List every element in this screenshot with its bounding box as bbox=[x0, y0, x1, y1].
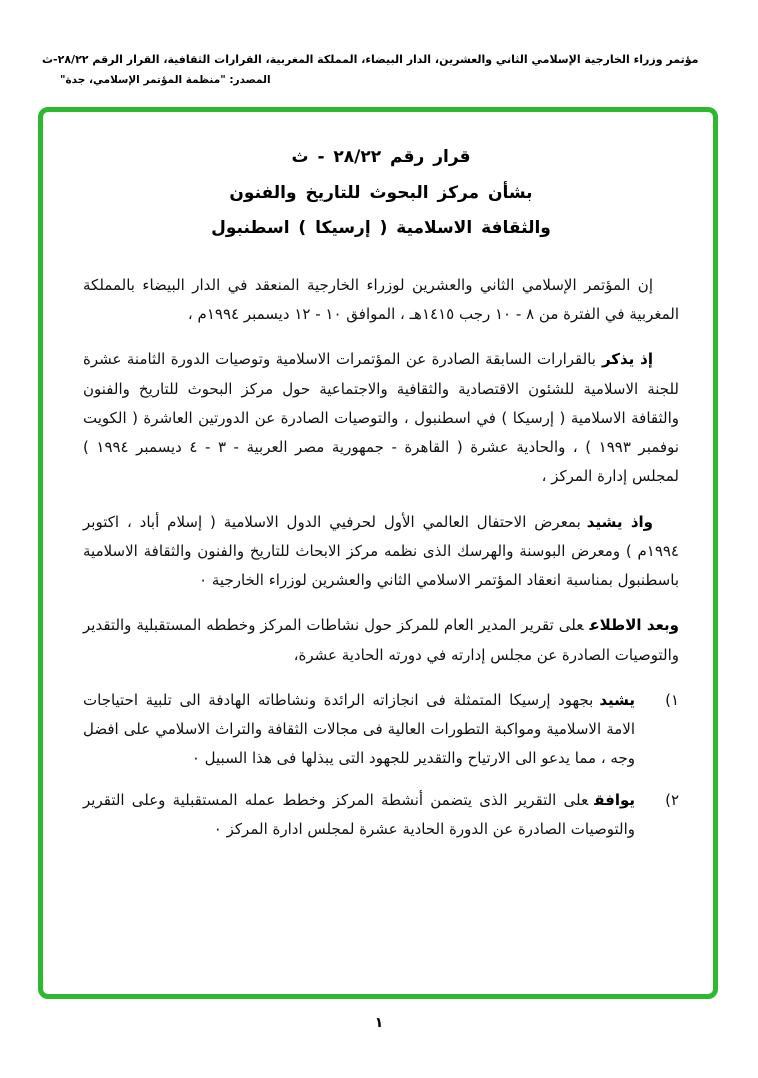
paragraph-text: إن المؤتمر الإسلامي الثاني والعشرين لوزراء الخارجية المنعقد في الدار البيضاء بالمملكة المغربية في الفترة من ٨ - ١٠ رجب ١٤١٥هـ ، الموافق ١٠ - ١٢ ديسمبر ١٩٩٤م ، bbox=[83, 275, 679, 324]
paragraph-lead: واذ يشيد bbox=[586, 512, 654, 531]
item-number: ١) bbox=[665, 690, 679, 709]
paragraph-lead: وبعد الاطلاع bbox=[589, 616, 679, 635]
paragraph-text: بمعرض الاحتفال العالمي الأول لحرفيي الدول الاسلامية ( إسلام أباد ، اكتوبر ١٩٩٤م ) ومعرض البوسنة والهرسك الذى نظمه مركز الابحاث للتاريخ والفنون والثقافة الاسلامية باسطنبول بمناسبة انعقاد المؤتمر الاسلامي الثاني والعشرين لوزراء الخارجية ٠ bbox=[83, 512, 679, 590]
page-number: ١ bbox=[374, 1014, 384, 1031]
document-page bbox=[0, 50, 758, 1078]
item-body bbox=[83, 786, 635, 845]
paragraph-lead: إذ يذكر bbox=[601, 350, 653, 369]
numbered-item-1 bbox=[83, 686, 679, 774]
paragraph-having-reviewed bbox=[83, 611, 679, 670]
numbered-item-2 bbox=[83, 786, 679, 845]
paragraph-text: بالقرارات السابقة الصادرة عن المؤتمرات الاسلامية وتوصيات الدورة الثامنة عشرة للجنة الاسلامية للشئون الاقتصادية والثقافية والاجتماعية حول مركز البحوث للتاريخ والفنون والثقافة الاسلامية ( إرسيكا ) في اسطنبول ، والتوصيات الصادرة عن الدورتين العاشرة ( الكويت نوفمبر ١٩٩٣ ) ، والحادية عشرة ( القاهرة - جمهورية مصر العربية - ٣ - ٤ ديسمبر ١٩٩٤ ) لمجلس إدارة المركز ، bbox=[83, 350, 680, 486]
item-text-content: على التقرير الذى يتضمن أنشطة المركز وخطط عمله المستقبلية وعلى التقرير والتوصيات الصادرة عن الدورة الحادية عشرة لمجلس ادارة المركز ٠ bbox=[83, 790, 635, 838]
item-text-content: بجهود إرسيكا المتمثلة فى انجازاته الرائدة ونشاطاته الهادفة الى تلبية احتياجات الامة الاسلامية ومواكبة التطورات العالية فى مجالات الثقافة والتراث الاسلامي على افضل وجه ، مما يدعو الى الارتياح والتقدير للجهود التى يبذلها فى هذا السبيل ٠ bbox=[83, 690, 635, 768]
resolution-title-line-2: بشأن مركز البحوث للتاريخ والفنون bbox=[229, 182, 533, 203]
resolution-title-line-3: والثقافة الاسلامية ( إرسيكا ) اسطنبول bbox=[211, 218, 551, 239]
document-header bbox=[42, 50, 718, 91]
item-lead: يشيد bbox=[599, 690, 635, 709]
header-citation: مؤتمر وزراء الخارجية الإسلامي الثاني والعشرين، الدار البيضاء، المملكة المغربية، القرارات الثقافية، القرار الرقم ٢٨/٢٢-ث bbox=[42, 53, 699, 66]
resolution-title bbox=[83, 140, 679, 247]
document-frame bbox=[38, 107, 718, 999]
item-body bbox=[83, 686, 635, 774]
paragraph-commending bbox=[83, 508, 679, 596]
item-number: ٢) bbox=[665, 790, 679, 809]
paragraph-preamble bbox=[83, 271, 679, 330]
resolution-title-line-1: قرار رقم ٢٨/٢٢ - ث bbox=[291, 146, 471, 167]
header-source: المصدر: "منظمة المؤتمر الإسلامي، جدة" bbox=[60, 73, 271, 86]
item-lead: يوافق bbox=[594, 790, 635, 809]
paragraph-recalling bbox=[83, 345, 679, 491]
paragraph-text: على تقرير المدير العام للمركز حول نشاطات المركز وخططه المستقبلية والتقدير والتوصيات الصادرة عن مجلس إدارته في دورته الحادية عشرة، bbox=[83, 616, 679, 664]
